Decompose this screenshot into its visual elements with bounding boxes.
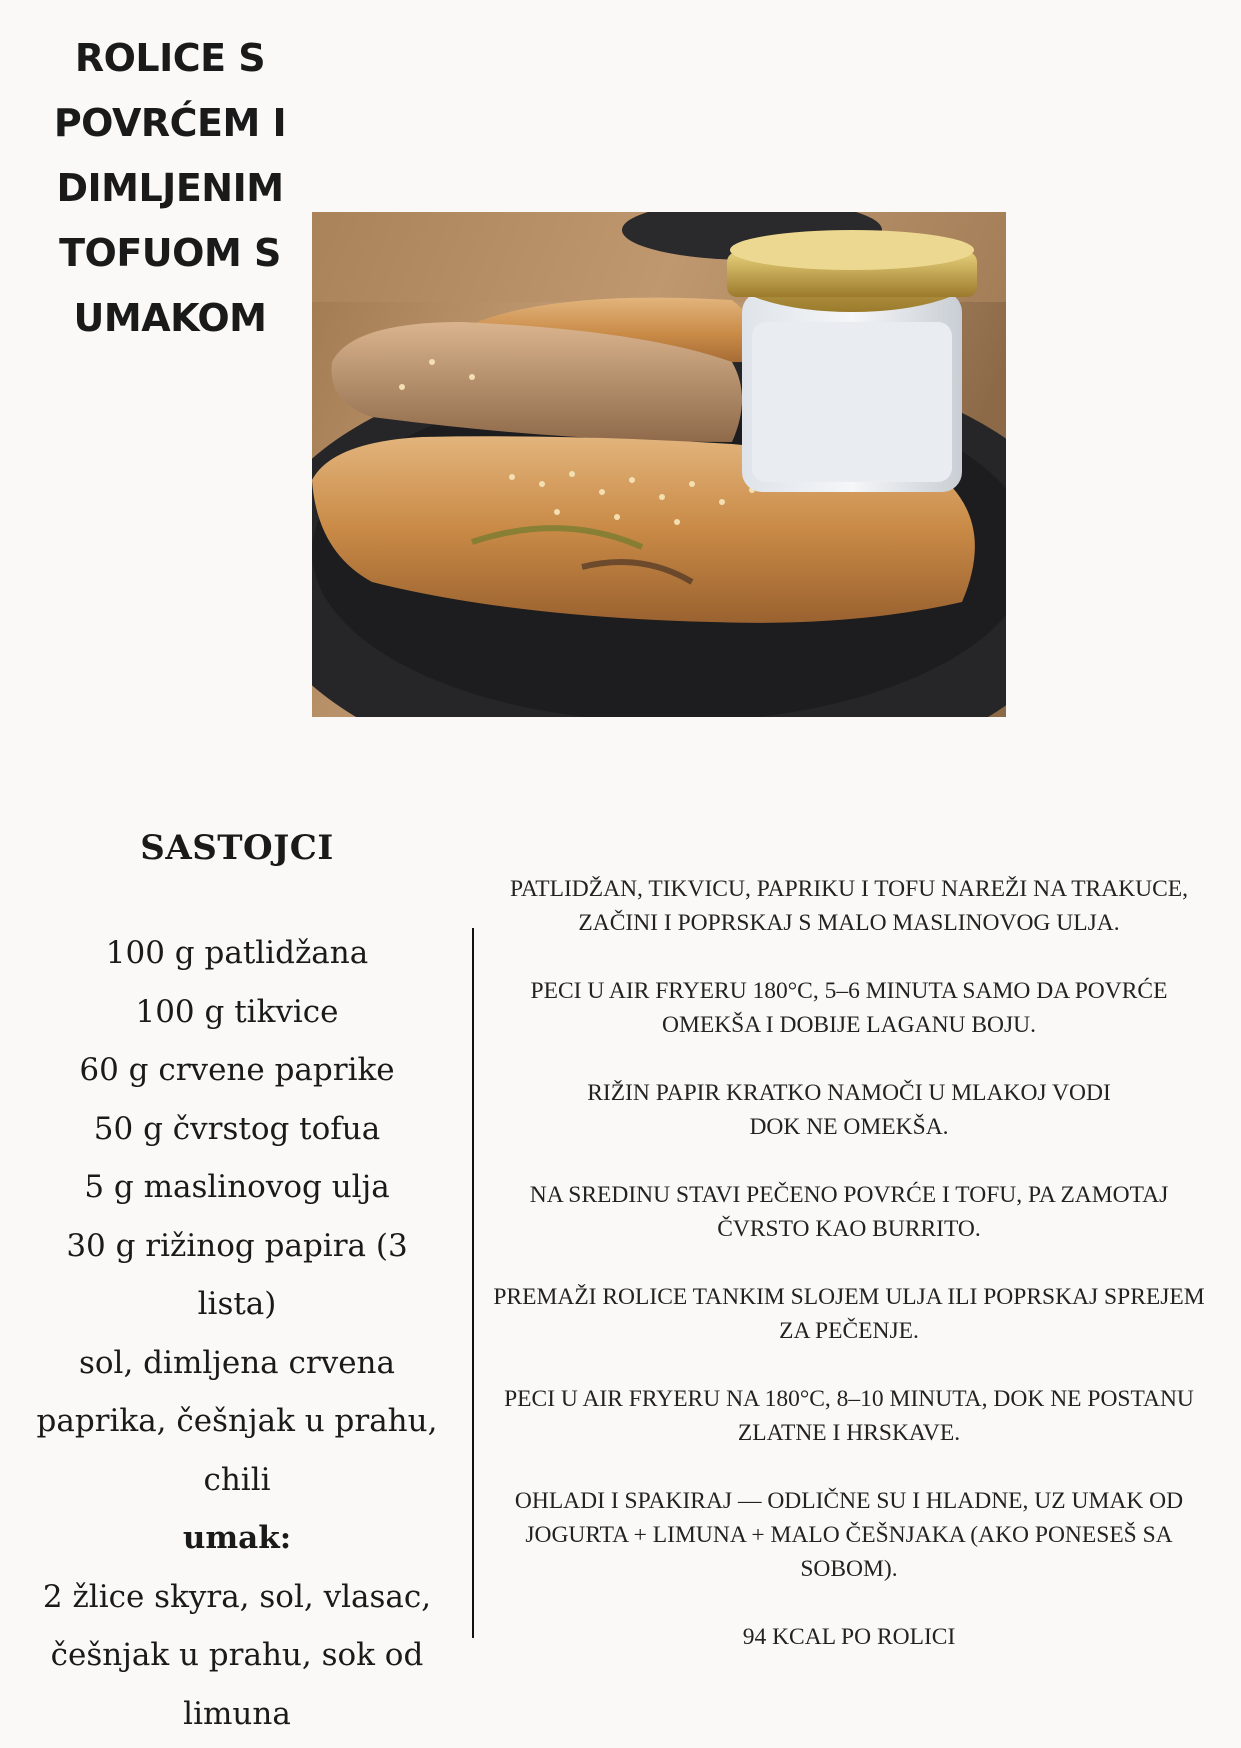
- recipe-title-line: TOFUOM S: [59, 231, 281, 275]
- instruction-line: PATLIDŽAN, TIKVICU, PAPRIKU I TOFU NAREŽI NA TRAKUCE,: [509, 876, 1189, 902]
- instruction-line: OHLADI I SPAKIRAJ — ODLIČNE SU I HLADNE, UZ UMAK OD: [514, 1488, 1184, 1514]
- instruction-line: ZA PEČENJE.: [779, 1318, 919, 1344]
- instruction-line: PECI U AIR FRYERU NA 180°C, 8–10 MINUTA, DOK NE POSTANU: [504, 1386, 1194, 1412]
- sauce-ingredients: 2 žlice skyra, sol, vlasac, češnjak u prahu, sok od limuna: [42, 1578, 432, 1732]
- instruction-line: JOGURTA + LIMUNA + MALO ČEŠNJAKA (AKO PONESEŠ SA: [525, 1522, 1173, 1548]
- instruction-step: [474, 974, 1224, 1042]
- instruction-line: ZLATNE I HRSKAVE.: [737, 1420, 961, 1446]
- instruction-line: 94 KCAL PO ROLICI: [742, 1624, 956, 1650]
- ingredient-item: 30 g rižinog papira (3 lista): [66, 1227, 408, 1322]
- recipe-title-line: POVRĆEM I: [53, 101, 287, 145]
- ingredient-item: 50 g čvrstog tofua: [93, 1110, 381, 1147]
- ingredients-heading: SASTOJCI: [140, 828, 334, 868]
- instruction-line: OMEKŠA I DOBIJE LAGANU BOJU.: [661, 1012, 1037, 1038]
- recipe-title-line: UMAKOM: [73, 296, 267, 340]
- recipe-title: [40, 26, 300, 351]
- ingredient-item: 5 g maslinovog ulja: [84, 1169, 390, 1205]
- instruction-line: SOBOM).: [800, 1556, 898, 1582]
- instruction-step: [474, 1280, 1224, 1348]
- ingredient-item: sol, dimljena crvena paprika, češnjak u prahu, chili: [36, 1344, 438, 1498]
- instruction-line: PECI U AIR FRYERU 180°C, 5–6 MINUTA SAMO DA POVRĆE: [530, 978, 1168, 1004]
- instruction-step: [474, 872, 1224, 940]
- recipe-title-line: ROLICE S: [74, 36, 266, 80]
- instruction-step: [474, 1076, 1224, 1144]
- instruction-line: ČVRSTO KAO BURRITO.: [717, 1216, 981, 1242]
- instructions: [474, 872, 1224, 1688]
- calorie-note: [474, 1620, 1224, 1654]
- recipe-title-line: DIMLJENIM: [56, 166, 284, 210]
- ingredient-item: 60 g crvene paprike: [79, 1052, 395, 1088]
- food-photo: [312, 212, 1006, 717]
- instruction-step: [474, 1484, 1224, 1586]
- instruction-line: DOK NE OMEKŠA.: [749, 1114, 949, 1140]
- instruction-line: NA SREDINU STAVI PEČENO POVRĆE I TOFU, PA ZAMOTAJ: [529, 1182, 1169, 1208]
- instruction-step: [474, 1178, 1224, 1246]
- ingredient-item: 100 g patlidžana: [105, 935, 369, 971]
- instruction-line: PREMAŽI ROLICE TANKIM SLOJEM ULJA ILI POPRSKAJ SPREJEM: [493, 1284, 1205, 1310]
- ingredients-list: [36, 924, 438, 1743]
- instruction-line: RIŽIN PAPIR KRATKO NAMOČI U MLAKOJ VODI: [587, 1080, 1111, 1106]
- sauce-heading: umak:: [182, 1520, 292, 1556]
- instruction-step: [474, 1382, 1224, 1450]
- ingredient-item: 100 g tikvice: [135, 993, 339, 1030]
- instruction-line: ZAČINI I POPRSKAJ S MALO MASLINOVOG ULJA.: [578, 910, 1120, 936]
